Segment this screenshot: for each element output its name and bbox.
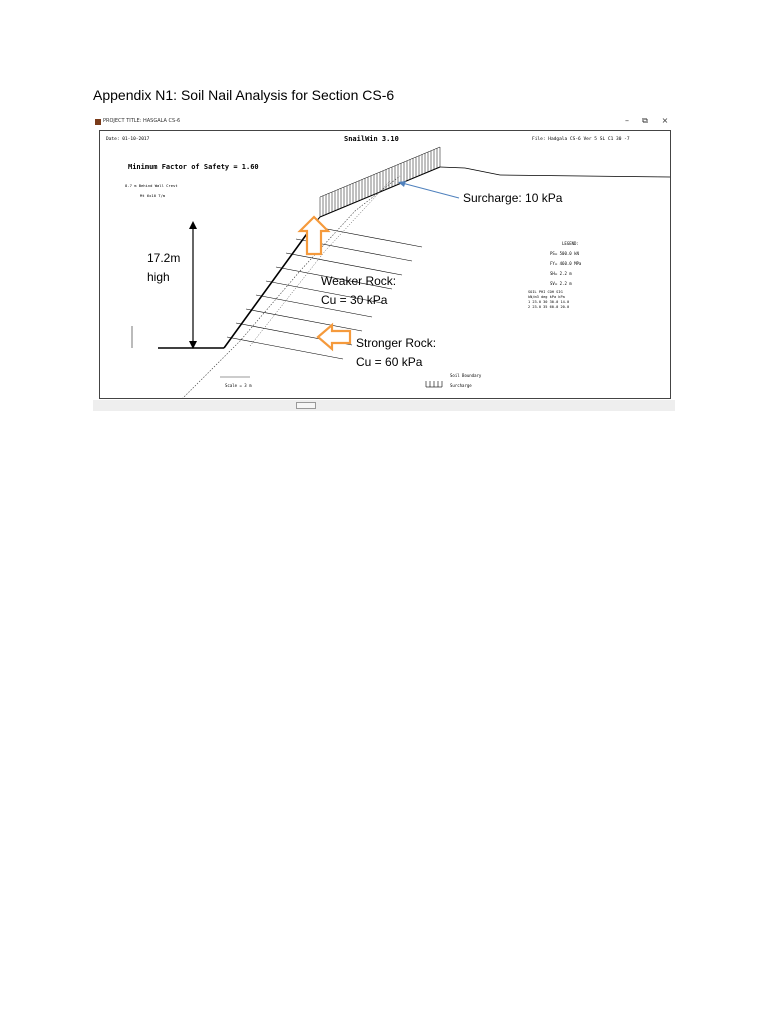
legend-table-head: SOIL PHI COH SIG (528, 290, 563, 294)
weaker-rock-cu: Cu = 30 kPa (321, 293, 388, 307)
close-button[interactable]: × (661, 116, 669, 125)
stronger-rock-cu: Cu = 60 kPa (356, 355, 423, 369)
weaker-rock-arrow-icon (300, 217, 328, 254)
height-word: high (147, 270, 170, 284)
window-title: PROJECT TITLE: HASGALA CS-6 (103, 118, 181, 124)
legend-table-row-2: 2 23.0 35 60.0 20.0 (528, 305, 570, 309)
legend-table-units: kN/m3 deg kPa kPa (528, 295, 565, 299)
soil-boundary-legend: Soil Boundary (450, 373, 482, 378)
legend-row-1: PS= 500.0 kN (550, 251, 579, 256)
legend-title: LEGEND: (562, 241, 579, 246)
horizontal-scroll-thumb[interactable] (296, 402, 316, 409)
legend-row-3: SH= 2.2 m (550, 271, 572, 276)
legend-row-4: SV= 2.2 m (550, 281, 572, 286)
app-icon (95, 119, 101, 125)
weaker-rock-label: Weaker Rock: (321, 274, 397, 288)
note-line-1: 8.7 m Behind Wall Crest (125, 183, 178, 188)
crest-line-1 (440, 167, 465, 168)
height-value: 17.2m (147, 251, 181, 265)
date-label: Date: 01-10-2017 (106, 137, 150, 142)
crest-line-3 (500, 175, 670, 177)
drawing-canvas (99, 130, 671, 399)
window-titlebar (93, 114, 675, 130)
surcharge-label: Surcharge: 10 kPa (463, 191, 563, 205)
snailwin-screenshot (93, 114, 675, 411)
surcharge-legend-label: Surcharge (450, 383, 472, 388)
height-arrow-top (189, 221, 197, 229)
surcharge-legend-icon (426, 381, 442, 387)
note-line-2: Mt 6x10 T/m (140, 193, 166, 198)
slope-drawing (100, 131, 670, 398)
legend-table-row-1: 1 23.0 30 30.0 14.0 (528, 300, 570, 304)
file-label: File: Hadgala CS-6 Ver 5 SL C1 30 -7 (532, 137, 630, 142)
status-bar (93, 400, 675, 411)
surcharge-pointer-line (402, 183, 459, 198)
app-name: SnailWin 3.10 (344, 135, 399, 143)
stronger-rock-label: Stronger Rock: (356, 336, 437, 350)
surcharge-hatch (320, 147, 440, 217)
minimize-button[interactable]: – (625, 116, 629, 125)
page-heading: Appendix N1: Soil Nail Analysis for Section CS-6 (93, 87, 395, 103)
stronger-rock-arrow-icon (318, 325, 350, 349)
legend-row-2: FY= 460.0 MPa (550, 261, 582, 266)
restore-button[interactable]: ⧉ (642, 116, 648, 125)
scale-label: Scale = 3 m (225, 383, 252, 388)
min-factor-of-safety: Minimum Factor of Safety = 1.60 (128, 163, 259, 171)
crest-line-2 (465, 168, 500, 175)
